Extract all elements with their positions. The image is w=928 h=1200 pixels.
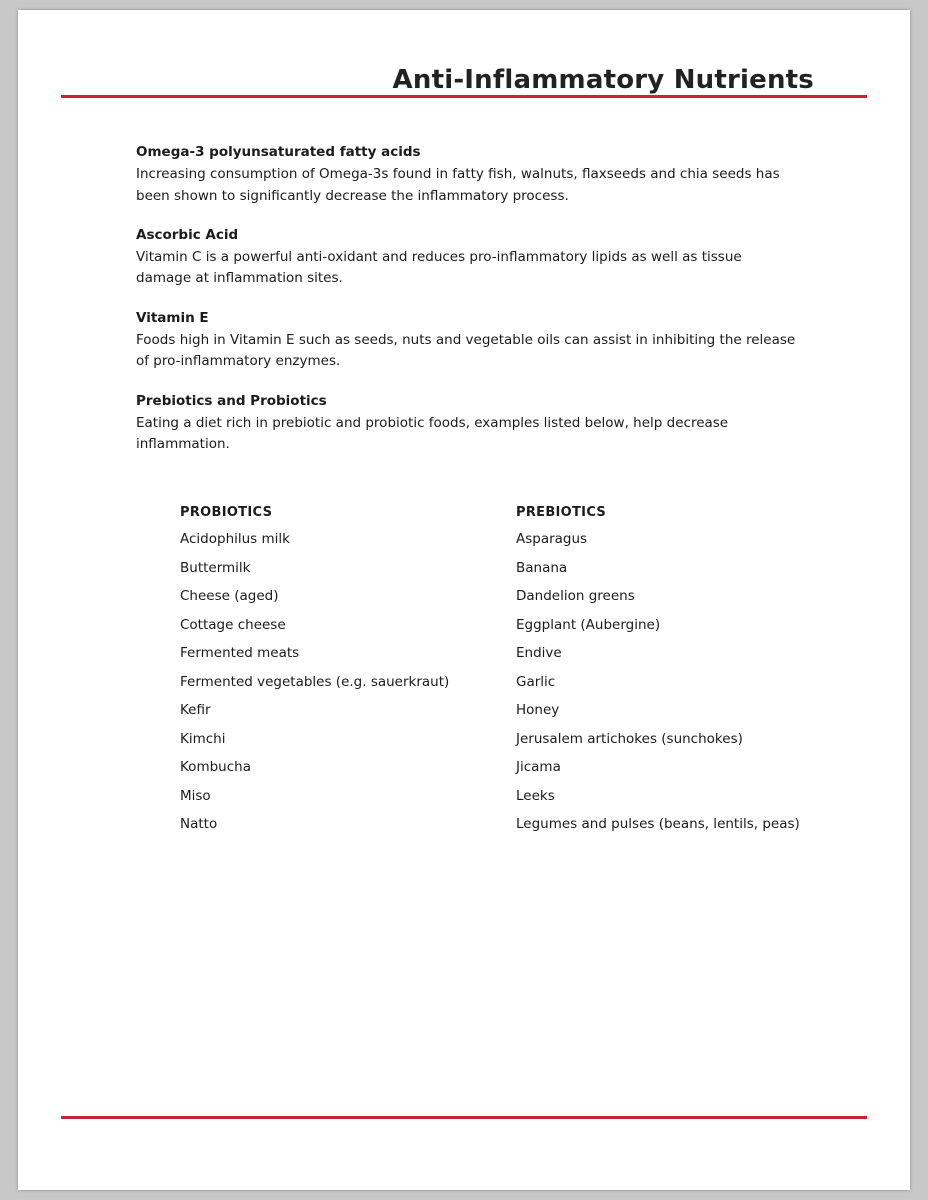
list-item: Fermented vegetables (e.g. sauerkraut) xyxy=(180,673,450,690)
document-page xyxy=(18,10,910,1190)
list-item: Dandelion greens xyxy=(516,588,635,604)
list-item: Asparagus xyxy=(516,531,588,547)
prebiotics-list xyxy=(516,533,852,847)
list-item: Garlic xyxy=(516,673,556,690)
list-item: Natto xyxy=(180,816,218,832)
section-omega-3 xyxy=(136,142,836,207)
footer-rule xyxy=(61,1116,867,1119)
page-title: Anti-Inflammatory Nutrients xyxy=(392,65,814,95)
section-heading: Ascorbic Acid xyxy=(136,226,239,243)
list-item: Fermented meats xyxy=(180,645,300,661)
list-item: Honey xyxy=(516,702,560,718)
list-item: Legumes and pulses (beans, lentils, peas) xyxy=(516,816,800,832)
section-body: Vitamin C is a powerful anti-oxidant and reduces pro-inflammatory lipids as well as tissue damage at inflammation sites. xyxy=(136,249,742,287)
list-item: Kimchi xyxy=(180,730,226,747)
list-item: Jerusalem artichokes (sunchokes) xyxy=(516,730,743,747)
list-item: Endive xyxy=(516,645,562,661)
probiotics-list xyxy=(180,533,516,847)
section-heading: Vitamin E xyxy=(136,309,209,326)
section-body: Foods high in Vitamin E such as seeds, nuts and vegetable oils can assist in inhibiting the release of pro-inflammatory enzymes. xyxy=(136,332,796,370)
section-vitamin-e xyxy=(136,308,836,373)
list-item: Kefir xyxy=(180,702,211,718)
list-item: Miso xyxy=(180,787,211,804)
prebiotics-column xyxy=(516,505,852,847)
list-item: Cottage cheese xyxy=(180,616,286,633)
column-header-probiotics: PROBIOTICS xyxy=(180,505,273,520)
section-prebiotics-probiotics xyxy=(136,391,836,456)
section-body: Eating a diet rich in prebiotic and probiotic foods, examples listed below, help decrease inflammation. xyxy=(136,414,729,453)
column-header-prebiotics: PREBIOTICS xyxy=(516,505,607,520)
list-item: Cheese (aged) xyxy=(180,588,279,604)
probiotics-column xyxy=(180,505,516,847)
list-item: Banana xyxy=(516,559,568,576)
header-rule xyxy=(61,95,867,98)
sections-container xyxy=(136,142,836,474)
list-item: Jicama xyxy=(516,759,561,775)
section-heading: Omega-3 polyunsaturated fatty acids xyxy=(136,144,421,160)
section-heading: Prebiotics and Probiotics xyxy=(136,392,327,409)
list-item: Kombucha xyxy=(180,759,251,775)
list-item: Buttermilk xyxy=(180,559,251,576)
list-item: Leeks xyxy=(516,787,555,804)
section-ascorbic-acid xyxy=(136,225,836,290)
list-item: Acidophilus milk xyxy=(180,531,290,547)
food-lists xyxy=(180,505,880,847)
section-body: Increasing consumption of Omega-3s found in fatty fish, walnuts, flaxseeds and chia seeds has been shown to significantly decrease the inflammatory process. xyxy=(136,166,780,204)
list-item: Eggplant (Aubergine) xyxy=(516,616,661,633)
